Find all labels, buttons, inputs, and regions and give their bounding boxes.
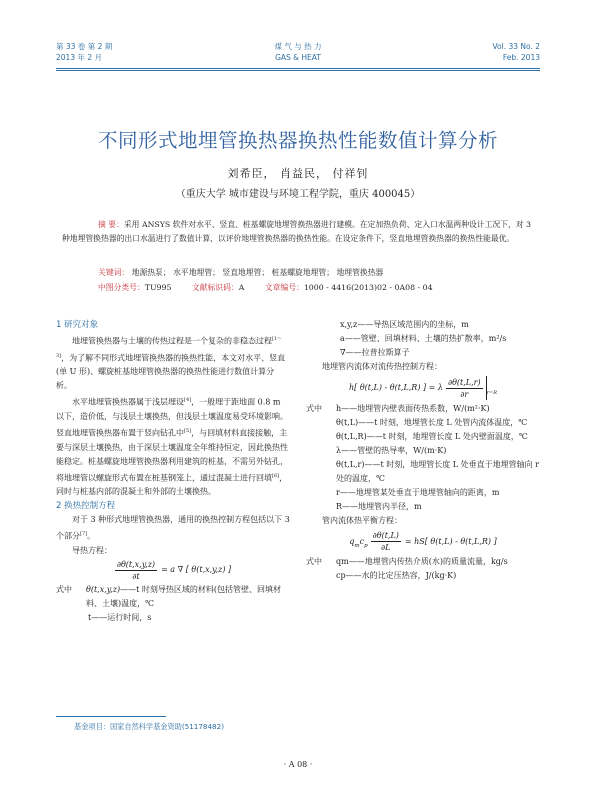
definition-theta-tlr: θ(t,L,R)——t 时刻，地埋管长度 L 处内壁面温度，℃ [336,432,528,441]
article-number: 文章编号：1000 - 4416(2013)02 - 0A08 - 04 [264,283,433,292]
paragraph-5: 地埋管内流体对流传热控制方程： [322,362,442,371]
paper-authors: 刘希臣， 肖益民， 付祥钊 [227,167,369,180]
document-code: 文献标识码：A [191,283,245,292]
journal-name: 煤 气 与 热 力 GAS & HEAT [274,42,322,62]
header-divider-2 [56,70,540,71]
definition-t: t——运行时间，s [88,612,152,622]
definition-qm: 式中 qm——地埋管内传热介质(水)的质量流量，kg/s [306,557,508,566]
paper-title: 不同形式地埋管换热器换热性能数值计算分析 [97,129,498,152]
definition-R: R——地埋管内半径，m [336,502,422,511]
footnote-divider [56,716,166,717]
section-heading-1: 1 研究对象 [56,320,99,330]
definition-nabla: ∇——拉普拉斯算子 [340,348,410,357]
definition-theta-tl: θ(t,L)——t 时刻，地埋管长度 L 处管内流体温度，℃ [336,418,528,427]
definition-theta: 式中 θ(t,x,y,z)——t 时刻导热区域的材料(包括管壁、回填材料、土壤)温度，℃ [56,584,281,608]
page-number: · A 08 · [283,760,313,769]
keywords [98,266,383,280]
definition-a: a——管壁、回填材料、土壤的热扩散率，m²/s [340,334,507,343]
abstract-label: 摘 要： [98,220,124,229]
equation-2: h[ θ(t,L) - θ(t,L,R) ] = λ ∂θ(t,L,r) ∂r r=R [349,377,497,399]
abstract [62,218,536,246]
paragraph-3: 对于 3 种形式地埋管换热器，通用的换热控制方程包括以下 3 个部分[7]。 [56,515,290,541]
journal-volume-info: 第 33 卷 第 2 期 2013 年 2 月 [56,42,113,62]
section-heading-2: 2 换热控制方程 [56,501,116,512]
abstract-text: 采用 ANSYS 软件对水平、竖直、桩基螺旋地埋管换热器进行建模。在定加热负荷、定入口水温两种设计工况下，对 3 种地埋管换热器的出口水温进行了数值计算，以评价地埋管换热器的换热性能。在设定条件下，竖直地埋管换热器的换热性能最优。 [62,220,532,243]
definition-theta-tlr-small: θ(t,L,r)——t 时刻，地埋管长度 L 处垂直于地埋管轴向 r 处的温度，℃ [336,460,540,483]
paragraph-4: 导热方程： [72,545,112,555]
left-column [56,318,290,625]
keywords-label: 关键词： [98,268,130,277]
classification [98,281,451,295]
definition-xyz: x,y,z——导热区域范围内的坐标，m [340,320,469,329]
paragraph-2: 水平地埋管换热器属于浅层埋设[4]，一般埋于距地面 0.8 m 以下，造价低，与浅层土壤换热，但浅层土壤温度易受环境影响。竖直地埋管换热器布置于竖向钻孔中[5]，与回填材料直接接触，主要与深层土壤换热，由于深层土壤温度全年维持恒定，因此换热性能稳定。桩基螺旋地埋管换热器利用建筑的桩基，不需另外钻孔，将地埋管以螺旋形式布置在桩基钢笼上，通过混凝土进行回填[6]，同时与桩基内部的混凝土和外部的土壤换热。 [56,397,288,497]
journal-volume-info-en: Vol. 33 No. 2 Feb. 2013 [492,42,540,62]
funding-footnote: 基金项目：国家自然科学基金资助(51178482) [74,722,225,731]
clc-number: 中图分类号：TU995 [98,283,172,292]
header-divider [56,68,540,69]
paragraph-6: 管内流体热平衡方程： [322,516,402,525]
paragraph-1: 地埋管换热器与土壤的传热过程是一个复杂的非稳态过程[1～3]，为了解不同形式地埋管换热器的换热性能，本文对水平、竖直(单 U 形)、螺旋桩基地埋管换热器的换热性能进行数值计算分析。 [56,336,286,391]
definition-lambda: λ——管壁的热导率，W/(m·K) [336,446,447,455]
equation-1: $\frac{\partial\theta(t,x,y,z)}{\partial t}$ = a ∇ [ θ(t,x,y,z) ] [116,559,232,581]
keywords-text: 地源热泵； 水平地埋管； 竖直地埋管； 桩基螺旋地埋管； 地埋管换热器 [131,268,384,277]
definition-cp: cp——水的比定压热容，J/(kg·K) [336,571,457,580]
paper-affiliation: （重庆大学 城市建设与环境工程学院，重庆 400045） [175,189,421,200]
right-column [306,318,540,583]
equation-3: q m c p $\frac{\partial\theta(t,L)}{\partial L}$ = hS[ θ(t,L) - θ(t,L,R) ] [349,531,497,552]
definition-r: r——地埋管某处垂直于地埋管轴向的距离，m [336,488,500,497]
definition-h: 式中 h——地埋管内壁表面传热系数，W/(m²·K) [306,404,490,413]
